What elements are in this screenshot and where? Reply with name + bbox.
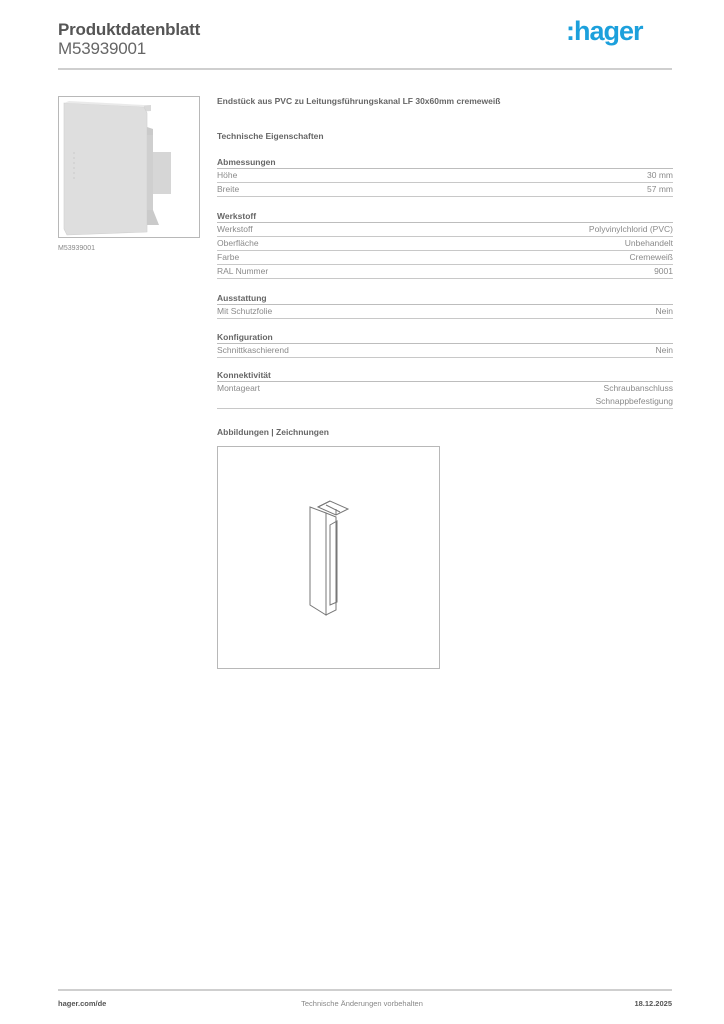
property-value: Nein [655,345,673,355]
thumbnail-caption: M53939001 [58,245,95,252]
property-label: RAL Nummer [217,266,269,276]
group-title: Konfiguration [217,331,673,344]
property-row [217,382,673,409]
property-value: 30 mm [647,170,673,180]
document-title: Produktdatenblatt [58,20,201,39]
technical-properties-heading: Technische Eigenschaften [217,131,324,141]
property-row [217,265,673,279]
property-value: Polyvinylchlorid (PVC) [588,224,673,234]
property-label: Farbe [217,252,240,262]
property-label: Schnittkaschierend [217,345,289,355]
property-row [217,183,673,197]
property-value [595,382,673,408]
group-abmessungen [217,156,673,197]
property-value: Nein [655,306,673,316]
property-value: Unbehandelt [624,238,673,248]
group-konfiguration [217,331,673,358]
group-title: Abmessungen [217,156,673,169]
group-title: Werkstoff [217,210,673,223]
group-title: Konnektivität [217,369,673,382]
drawings-heading: Abbildungen | Zeichnungen [217,427,329,437]
property-value-line: Schnappbefestigung [595,396,673,406]
header-divider [58,68,672,70]
group-title: Ausstattung [217,292,673,305]
property-value: Cremeweiß [629,252,673,262]
property-label: Werkstoff [217,224,253,234]
property-row [217,305,673,319]
product-description: Endstück aus PVC zu Leitungsführungskanal LF 30x60mm cremeweiß [217,96,501,106]
property-row [217,251,673,265]
property-row [217,237,673,251]
property-label: Mit Schutzfolie [217,306,273,316]
group-werkstoff [217,210,673,279]
footer-date: 18.12.2025 [634,999,672,1008]
footer-disclaimer: Technische Änderungen vorbehalten [301,999,423,1008]
line-drawing-icon [218,447,439,668]
property-value-line: Schraubanschluss [603,383,673,393]
product-id: M53939001 [58,39,146,58]
product-photo-icon [59,97,199,237]
property-value: 9001 [654,266,673,276]
footer-divider [58,989,672,991]
property-label: Oberfläche [217,238,259,248]
property-value: 57 mm [647,184,673,194]
property-label: Montageart [217,383,260,393]
property-label: Breite [217,184,240,194]
product-thumbnail [58,96,200,238]
property-label: Höhe [217,170,238,180]
hager-logo: :hager [566,16,643,46]
property-row [217,169,673,183]
property-row [217,223,673,237]
drawing-frame [217,446,440,669]
group-ausstattung [217,292,673,319]
group-konnektivitaet [217,369,673,409]
footer-website-link[interactable]: hager.com/de [58,999,107,1008]
property-row [217,344,673,358]
